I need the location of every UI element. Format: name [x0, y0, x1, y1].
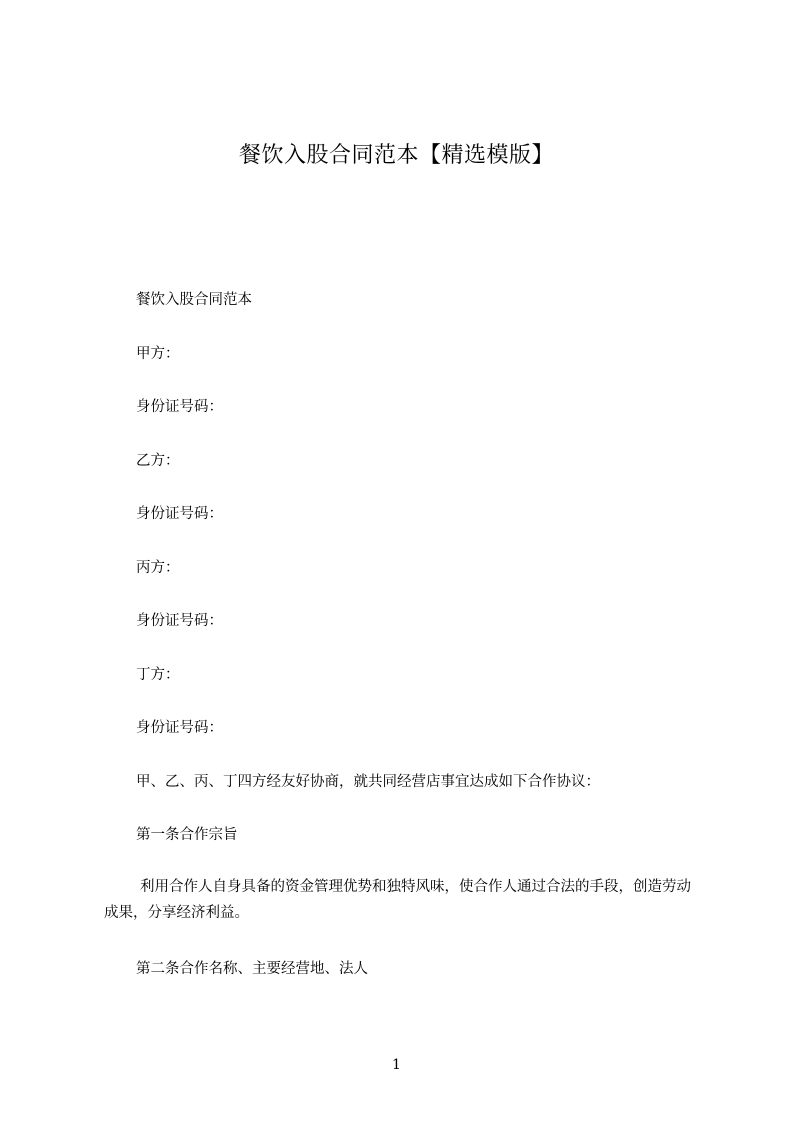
party-d-id-label: 身份证号码：: [136, 720, 223, 736]
party-c-id-label: 身份证号码：: [136, 613, 223, 629]
document-title: 餐饮入股合同范本【精选模版】: [238, 143, 554, 168]
party-b-id-label: 身份证号码：: [136, 506, 223, 522]
contract-subtitle: 餐饮入股合同范本: [136, 292, 252, 308]
page-number: 1: [392, 1057, 401, 1073]
party-a-label: 甲方：: [136, 346, 180, 362]
section-1-heading: 第一条合作宗旨: [136, 827, 238, 843]
section-2-heading: 第二条合作名称、主要经营地、法人: [136, 961, 368, 977]
party-a-id-label: 身份证号码：: [136, 399, 223, 415]
agreement-intro: 甲、乙、丙、丁四方经友好协商，就共同经营店事宜达成如下合作协议：: [136, 774, 600, 790]
party-c-label: 丙方：: [136, 560, 180, 576]
section-1-paragraph: 利用合作人自身具备的资金管理优势和独特风味，使合作人通过合法的手段，创造劳动成果，分享经济利益。: [104, 879, 691, 921]
party-d-label: 丁方：: [136, 667, 180, 683]
party-b-label: 乙方：: [136, 453, 180, 469]
